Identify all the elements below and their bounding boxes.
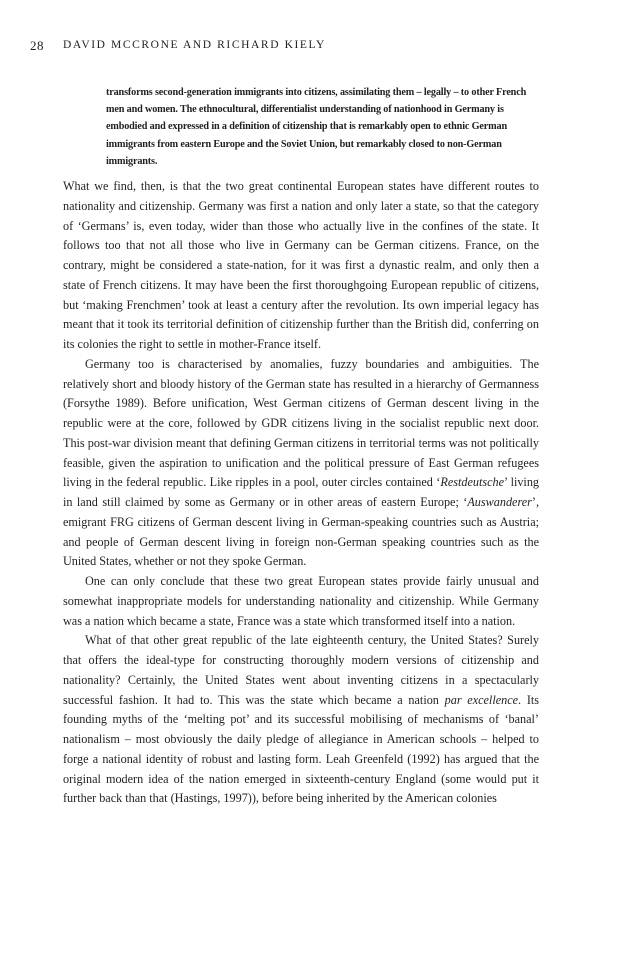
page-number: 28 <box>30 38 44 53</box>
paragraph-2-part-c: ’, emigrant FRG citizens of German descent living in German-speaking countries such as Austria; and people of German descent living in foreign non-German speaking countries such as the United States, whether or not they spoke German. <box>63 495 539 569</box>
paragraph-4 <box>63 631 539 809</box>
running-head-authors: DAVID MCCRONE AND RICHARD KIELY <box>63 39 326 51</box>
paragraph-4-term-par-excellence: par excellence <box>444 692 519 707</box>
paragraph-2-term-auswanderer: Auswanderer <box>467 495 532 509</box>
paragraph-1: What we find, then, is that the two great continental European states have different routes to nationality and citizenship. Germany was first a nation and only later a state, so that the category of ‘Germans’ is, even today, wider than those who actually live in the confines of the state. It follows too that not all those who live in Germany can be German citizens. France, on the contrary, might be considered a state-nation, for it was first a dynastic realm, and only then a state of French citizens. It may have been the first thoroughgoing European republic of citizens, but ‘making Frenchmen’ took at least a century after the revolution. Its own imperial legacy has meant that it took its territorial definition of citizenship further than the British did, conferring on its colonies the right to settle in mother-France itself. <box>63 179 539 351</box>
paragraph-4-part-b: . Its founding myths of the ‘melting pot’ and its successful mobilising of mechanisms of ‘banal’ nationalism – most obviously the daily pledge of allegiance in American schools – helped to forge a national identity of robust and lasting form. Leah Greenfeld (1992) has argued that the original modern idea of the nation emerged in sixteenth-century England (some would put it further back than that (Hastings, 1997)), before being inherited by the American colonies <box>63 692 539 806</box>
running-header <box>30 38 590 56</box>
block-quote-text: transforms second-generation immigrants into citizens, assimilating them – legally – to other French men and women. The ethnocultural, differentialist understanding of nationhood in Germany is embodied and expressed in a definition of citizenship that is remarkably open to ethnic German immigrants from eastern Europe and the Soviet Union, but remarkably closed to non-German immigrants. <box>106 87 527 167</box>
paragraph-2-term-restdeutsche: Restdeutsche <box>440 475 504 490</box>
paragraph-4-part-a: What of that other great republic of the late eighteenth century, the United States? Surely that offers the ideal-type for constructing thoroughly modern versions of citizenship and nationality? Certainly, the United States went about inventing citizens in a spectacularly successful fashion. It had to. This was the state which became a nation <box>63 633 539 707</box>
body-text <box>63 177 539 809</box>
block-quote <box>106 84 536 170</box>
paragraph-3: One can only conclude that these two great European states provide fairly unusual and somewhat inappropriate models for understanding nationality and citizenship. While Germany was a nation which became a state, France was a state which transformed itself into a nation. <box>63 574 539 628</box>
paragraph-2 <box>63 355 539 572</box>
paragraph-2-part-b: ’ living in land still claimed by some as Germany or in other areas of eastern Europe; ‘ <box>63 475 540 509</box>
paragraph-2-part-a: Germany too is characterised by anomalies, fuzzy boundaries and ambiguities. The relatively short and bloody history of the German state has resulted in a hierarchy of Germanness (Forsythe 1989). Before unification, West German citizens of German descent living in the republic were at the core, followed by GDR citizens living in the socialist republic next door. This post-war division meant that defining German citizens in territorial terms was not politically feasible, given the aspiration to unification and the political pressure of East German refugees living in the federal republic. Like ripples in a pool, outer circles contained ‘ <box>63 356 539 490</box>
